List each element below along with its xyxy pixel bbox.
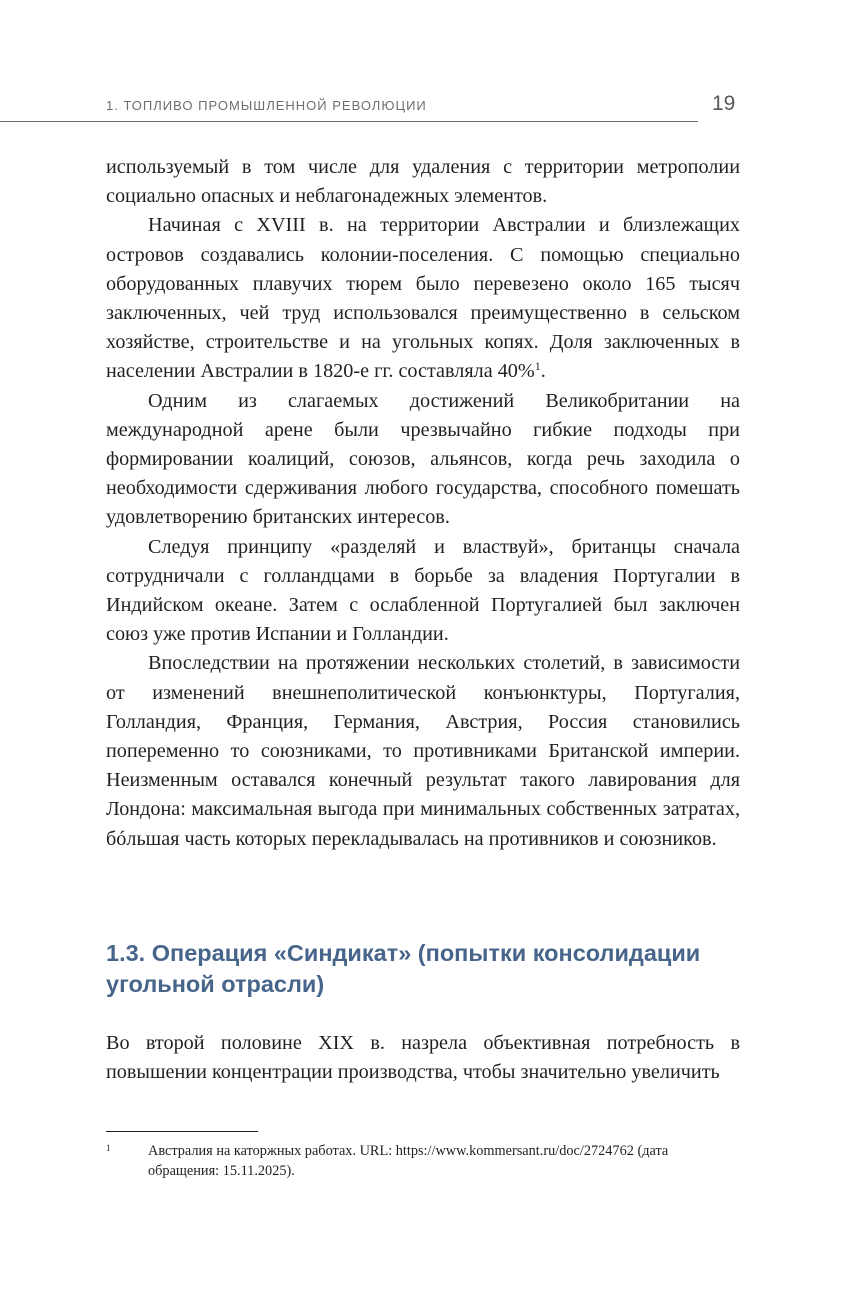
paragraph-1: используемый в том числе для удаления с территории метрополии социально опасных и неблагонадежных элементов. xyxy=(106,156,740,208)
paragraph-4: Следуя принципу «разделяй и властвуй», британцы сначала сотрудничали с голландцами в борьбе за владения Португалии в Индийском океане. Затем с ослабленной Португалией был заключен союз уже против Испании и Голландии. xyxy=(106,535,740,646)
footnote-reference[interactable]: 1 xyxy=(534,359,541,374)
paragraph-2-period: . xyxy=(540,360,546,383)
section-heading: 1.3. Операция «Синдикат» (попытки консолидации угольной отрасли) xyxy=(106,940,701,997)
running-head: 1. ТОПЛИВО ПРОМЫШЛЕННОЙ РЕВОЛЮЦИИ xyxy=(106,98,427,113)
footnote-number: 1 xyxy=(106,1143,111,1153)
paragraph-2-text: Начиная с XVIII в. на территории Австралии и близлежащих островов создавались колонии-поселения. С помощью специально оборудованных плавучих тюрем было перевезено около 165 тысяч заключенных, чей труд использовался преимущественно в сельском хозяйстве, строительстве и на угольных копях. Доля заключенных в населении Австралии в 1820-е гг. составляла 40% xyxy=(106,214,740,383)
page-number: 19 xyxy=(712,92,736,115)
header-rule xyxy=(0,121,698,122)
footnote-rule xyxy=(106,1131,258,1132)
section-paragraph: Во второй половине XIX в. назрела объективная потребность в повышении концентрации производства, чтобы значительно увеличить xyxy=(106,1032,740,1084)
body-text xyxy=(106,153,740,854)
paragraph-5: Впоследствии на протяжении нескольких столетий, в зависимости от изменений внешнеполитической конъюнктуры, Португалия, Голландия, Франция, Германия, Австрия, Россия становились попеременно то союзниками, то противниками Британской империи. Неизменным оставался конечный результат такого лавирования для Лондона: максимальная выгода при минимальных собственных затратах, бóльшая часть которых перекладывалась на противников и союзников. xyxy=(106,652,740,850)
paragraph-2 xyxy=(106,211,740,386)
footnote-text: Австралия на каторжных работах. URL: https://www.kommersant.ru/doc/2724762 (дата обращения: 15.11.2025). xyxy=(148,1143,669,1179)
footnote xyxy=(106,1141,740,1181)
paragraph-3: Одним из слагаемых достижений Великобритании на международной арене были чрезвычайно гибкие подходы при формировании коалиций, союзов, альянсов, когда речь заходила о необходимости сдерживания любого государства, способного помешать удовлетворению британских интересов. xyxy=(106,389,740,529)
